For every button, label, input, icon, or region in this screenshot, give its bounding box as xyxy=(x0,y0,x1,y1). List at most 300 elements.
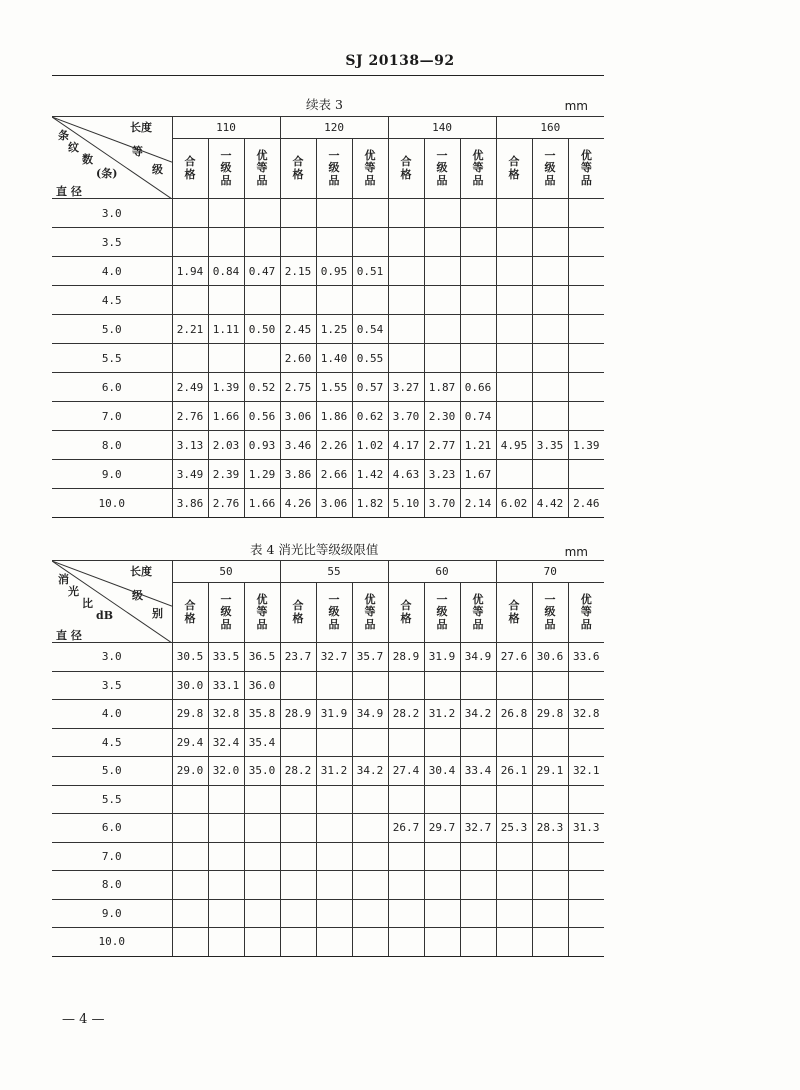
value-cell: 3.06 xyxy=(316,489,352,518)
value-cell xyxy=(568,402,604,431)
length-header: 60 xyxy=(388,561,496,583)
value-cell xyxy=(568,871,604,900)
value-cell xyxy=(568,842,604,871)
grade-char: 合 xyxy=(400,154,412,168)
value-cell: 2.76 xyxy=(208,489,244,518)
value-cell xyxy=(316,199,352,228)
diameter-cell: 3.5 xyxy=(52,228,172,257)
value-cell xyxy=(532,402,568,431)
value-cell xyxy=(280,728,316,757)
length-header: 110 xyxy=(172,117,280,139)
grade-header xyxy=(172,139,208,199)
diameter-cell: 3.5 xyxy=(52,671,172,700)
corner-label-mid2: 光 xyxy=(68,585,79,598)
corner-label-sub: dB xyxy=(96,609,113,622)
value-cell xyxy=(388,728,424,757)
value-cell xyxy=(172,871,208,900)
value-cell xyxy=(388,315,424,344)
value-cell: 31.2 xyxy=(316,757,352,786)
table-row xyxy=(52,402,604,431)
grade-char: 品 xyxy=(328,617,340,631)
grade-char: 级 xyxy=(544,161,556,175)
value-cell: 3.86 xyxy=(172,489,208,518)
grade-char: 优 xyxy=(580,148,592,162)
value-cell xyxy=(280,871,316,900)
grade-char: 格 xyxy=(292,167,304,181)
table3 xyxy=(52,116,604,518)
corner-label-bottom: 直 径 xyxy=(56,629,82,642)
value-cell: 30.5 xyxy=(172,643,208,672)
value-cell xyxy=(244,344,280,373)
value-cell xyxy=(352,871,388,900)
value-cell xyxy=(424,671,460,700)
value-cell: 2.03 xyxy=(208,431,244,460)
value-cell xyxy=(172,785,208,814)
value-cell: 2.45 xyxy=(280,315,316,344)
value-cell: 4.17 xyxy=(388,431,424,460)
corner-label-top: 长度 xyxy=(130,565,152,578)
diameter-cell: 7.0 xyxy=(52,842,172,871)
grade-char: 格 xyxy=(400,167,412,181)
value-cell: 1.11 xyxy=(208,315,244,344)
value-cell xyxy=(460,842,496,871)
value-cell: 28.3 xyxy=(532,814,568,843)
corner-label-mid3: 比 xyxy=(82,597,93,610)
value-cell xyxy=(208,871,244,900)
value-cell xyxy=(388,899,424,928)
value-cell: 0.47 xyxy=(244,257,280,286)
value-cell: 1.25 xyxy=(316,315,352,344)
grade-header xyxy=(460,139,496,199)
diameter-cell: 9.0 xyxy=(52,899,172,928)
value-cell xyxy=(280,899,316,928)
value-cell: 0.50 xyxy=(244,315,280,344)
value-cell: 31.9 xyxy=(424,643,460,672)
corner-header-cell xyxy=(52,117,172,199)
grade-char: 优 xyxy=(256,148,268,162)
value-cell xyxy=(532,373,568,402)
value-cell xyxy=(424,728,460,757)
value-cell: 0.51 xyxy=(352,257,388,286)
grade-char: 格 xyxy=(184,167,196,181)
grade-char: 等 xyxy=(364,161,376,175)
diameter-cell: 8.0 xyxy=(52,431,172,460)
value-cell: 34.9 xyxy=(352,700,388,729)
value-cell xyxy=(388,785,424,814)
value-cell xyxy=(460,671,496,700)
table-row xyxy=(52,871,604,900)
length-header: 70 xyxy=(496,561,604,583)
value-cell xyxy=(424,315,460,344)
grade-char: 品 xyxy=(436,617,448,631)
value-cell xyxy=(496,373,532,402)
corner-label-grade2: 别 xyxy=(152,607,163,620)
table-row xyxy=(52,899,604,928)
grade-header xyxy=(244,583,280,643)
value-cell xyxy=(280,814,316,843)
diameter-cell: 10.0 xyxy=(52,928,172,957)
value-cell xyxy=(568,460,604,489)
value-cell: 0.56 xyxy=(244,402,280,431)
value-cell xyxy=(280,785,316,814)
value-cell xyxy=(172,814,208,843)
value-cell xyxy=(532,228,568,257)
value-cell xyxy=(388,671,424,700)
grade-char: 级 xyxy=(328,605,340,619)
value-cell: 2.49 xyxy=(172,373,208,402)
value-cell: 3.86 xyxy=(280,460,316,489)
value-cell: 32.0 xyxy=(208,757,244,786)
diameter-cell: 6.0 xyxy=(52,814,172,843)
grade-char: 格 xyxy=(184,611,196,625)
value-cell xyxy=(460,286,496,315)
value-cell: 0.55 xyxy=(352,344,388,373)
value-cell: 29.1 xyxy=(532,757,568,786)
grade-header xyxy=(316,139,352,199)
value-cell: 0.52 xyxy=(244,373,280,402)
value-cell xyxy=(244,814,280,843)
value-cell: 35.4 xyxy=(244,728,280,757)
value-cell: 1.86 xyxy=(316,402,352,431)
value-cell xyxy=(172,899,208,928)
value-cell: 26.1 xyxy=(496,757,532,786)
value-cell xyxy=(496,257,532,286)
value-cell: 32.7 xyxy=(316,643,352,672)
value-cell xyxy=(424,785,460,814)
value-cell xyxy=(244,286,280,315)
value-cell xyxy=(316,814,352,843)
value-cell xyxy=(280,842,316,871)
grade-char: 品 xyxy=(436,173,448,187)
value-cell: 0.62 xyxy=(352,402,388,431)
value-cell xyxy=(352,842,388,871)
value-cell xyxy=(568,286,604,315)
value-cell xyxy=(208,228,244,257)
table-row xyxy=(52,842,604,871)
value-cell xyxy=(388,871,424,900)
value-cell: 30.6 xyxy=(532,643,568,672)
diameter-cell: 3.0 xyxy=(52,199,172,228)
value-cell xyxy=(532,728,568,757)
table-row xyxy=(52,460,604,489)
grade-char: 等 xyxy=(580,161,592,175)
value-cell: 1.02 xyxy=(352,431,388,460)
value-cell: 28.9 xyxy=(388,643,424,672)
grade-char: 级 xyxy=(436,605,448,619)
diameter-cell: 5.0 xyxy=(52,315,172,344)
table-row xyxy=(52,373,604,402)
value-cell: 1.82 xyxy=(352,489,388,518)
value-cell: 0.57 xyxy=(352,373,388,402)
value-cell: 36.5 xyxy=(244,643,280,672)
grade-header xyxy=(316,583,352,643)
value-cell xyxy=(496,899,532,928)
value-cell xyxy=(568,315,604,344)
value-cell xyxy=(496,286,532,315)
value-cell xyxy=(172,199,208,228)
value-cell: 1.94 xyxy=(172,257,208,286)
value-cell xyxy=(208,814,244,843)
grade-char: 合 xyxy=(184,154,196,168)
value-cell: 3.49 xyxy=(172,460,208,489)
table-row xyxy=(52,431,604,460)
value-cell: 3.35 xyxy=(532,431,568,460)
grade-char: 品 xyxy=(256,173,268,187)
value-cell: 2.60 xyxy=(280,344,316,373)
value-cell: 2.14 xyxy=(460,489,496,518)
value-cell xyxy=(460,785,496,814)
diameter-cell: 10.0 xyxy=(52,489,172,518)
value-cell: 3.27 xyxy=(388,373,424,402)
value-cell xyxy=(388,286,424,315)
value-cell xyxy=(388,928,424,957)
table-row xyxy=(52,814,604,843)
value-cell xyxy=(568,257,604,286)
grade-header xyxy=(532,583,568,643)
value-cell xyxy=(352,671,388,700)
value-cell: 3.06 xyxy=(280,402,316,431)
corner-label-top: 长度 xyxy=(130,121,152,134)
value-cell xyxy=(532,871,568,900)
value-cell: 34.2 xyxy=(460,700,496,729)
grade-header xyxy=(496,139,532,199)
grade-char: 格 xyxy=(508,611,520,625)
grade-header xyxy=(424,583,460,643)
grade-char: 级 xyxy=(220,161,232,175)
grade-char: 等 xyxy=(364,605,376,619)
table-row xyxy=(52,344,604,373)
grade-char: 级 xyxy=(328,161,340,175)
value-cell xyxy=(388,199,424,228)
value-cell xyxy=(316,842,352,871)
grade-char: 等 xyxy=(472,161,484,175)
value-cell: 0.93 xyxy=(244,431,280,460)
grade-char: 级 xyxy=(220,605,232,619)
diameter-cell: 8.0 xyxy=(52,871,172,900)
value-cell xyxy=(352,199,388,228)
table3-unit: mm xyxy=(564,99,588,113)
value-cell xyxy=(316,228,352,257)
grade-char: 优 xyxy=(364,148,376,162)
value-cell xyxy=(208,199,244,228)
grade-char: 品 xyxy=(472,617,484,631)
value-cell: 29.8 xyxy=(532,700,568,729)
table-row xyxy=(52,228,604,257)
value-cell xyxy=(172,842,208,871)
corner-label-sub: (条) xyxy=(96,167,118,180)
grade-header xyxy=(568,583,604,643)
value-cell: 28.2 xyxy=(280,757,316,786)
grade-char: 品 xyxy=(580,617,592,631)
grade-header xyxy=(424,139,460,199)
value-cell xyxy=(424,871,460,900)
value-cell xyxy=(460,899,496,928)
grade-header xyxy=(568,139,604,199)
value-cell: 33.5 xyxy=(208,643,244,672)
value-cell xyxy=(172,928,208,957)
value-cell xyxy=(316,928,352,957)
grade-header xyxy=(244,139,280,199)
grade-char: 一 xyxy=(436,592,448,606)
value-cell: 33.6 xyxy=(568,643,604,672)
value-cell: 6.02 xyxy=(496,489,532,518)
value-cell xyxy=(460,228,496,257)
value-cell xyxy=(496,460,532,489)
grade-header xyxy=(280,583,316,643)
grade-char: 一 xyxy=(544,592,556,606)
value-cell xyxy=(352,286,388,315)
value-cell xyxy=(496,671,532,700)
grade-char: 等 xyxy=(472,605,484,619)
value-cell xyxy=(208,286,244,315)
table-row xyxy=(52,671,604,700)
corner-label-grade1: 等 xyxy=(132,145,143,158)
value-cell: 34.9 xyxy=(460,643,496,672)
grade-char: 等 xyxy=(256,605,268,619)
value-cell: 30.0 xyxy=(172,671,208,700)
diameter-cell: 9.0 xyxy=(52,460,172,489)
grade-header xyxy=(496,583,532,643)
value-cell: 4.95 xyxy=(496,431,532,460)
value-cell: 4.63 xyxy=(388,460,424,489)
value-cell: 5.10 xyxy=(388,489,424,518)
table-row xyxy=(52,315,604,344)
table-row xyxy=(52,757,604,786)
value-cell: 3.70 xyxy=(424,489,460,518)
value-cell: 27.6 xyxy=(496,643,532,672)
diameter-cell: 4.0 xyxy=(52,700,172,729)
corner-label-mid1: 条 xyxy=(58,129,69,142)
corner-label-mid2: 纹 xyxy=(68,141,79,154)
value-cell: 2.39 xyxy=(208,460,244,489)
grade-char: 合 xyxy=(508,598,520,612)
grade-header xyxy=(460,583,496,643)
value-cell: 29.7 xyxy=(424,814,460,843)
grade-header xyxy=(532,139,568,199)
value-cell: 31.2 xyxy=(424,700,460,729)
value-cell xyxy=(532,928,568,957)
value-cell xyxy=(208,928,244,957)
value-cell: 2.30 xyxy=(424,402,460,431)
value-cell xyxy=(316,871,352,900)
value-cell: 27.4 xyxy=(388,757,424,786)
grade-char: 合 xyxy=(292,598,304,612)
value-cell: 1.29 xyxy=(244,460,280,489)
value-cell xyxy=(568,785,604,814)
value-cell: 29.0 xyxy=(172,757,208,786)
grade-char: 一 xyxy=(220,148,232,162)
table-row xyxy=(52,700,604,729)
grade-header xyxy=(352,139,388,199)
value-cell xyxy=(424,344,460,373)
diameter-cell: 4.0 xyxy=(52,257,172,286)
value-cell: 2.26 xyxy=(316,431,352,460)
value-cell: 2.75 xyxy=(280,373,316,402)
value-cell xyxy=(424,286,460,315)
value-cell: 2.21 xyxy=(172,315,208,344)
grade-char: 合 xyxy=(508,154,520,168)
value-cell: 1.39 xyxy=(208,373,244,402)
page-number: — 4 — xyxy=(62,1012,105,1027)
grade-char: 一 xyxy=(220,592,232,606)
value-cell xyxy=(280,199,316,228)
table-row xyxy=(52,728,604,757)
diameter-cell: 5.5 xyxy=(52,344,172,373)
corner-label-mid1: 消 xyxy=(58,573,69,586)
value-cell: 35.0 xyxy=(244,757,280,786)
value-cell xyxy=(496,928,532,957)
grade-header xyxy=(208,583,244,643)
value-cell xyxy=(532,344,568,373)
value-cell xyxy=(352,785,388,814)
value-cell: 29.4 xyxy=(172,728,208,757)
value-cell xyxy=(568,199,604,228)
value-cell xyxy=(316,728,352,757)
document-code: SJ 20138—92 xyxy=(345,53,455,69)
value-cell xyxy=(424,199,460,228)
value-cell: 32.8 xyxy=(568,700,604,729)
value-cell xyxy=(424,842,460,871)
value-cell xyxy=(352,728,388,757)
value-cell xyxy=(460,199,496,228)
grade-char: 品 xyxy=(544,173,556,187)
diameter-cell: 3.0 xyxy=(52,643,172,672)
value-cell: 30.4 xyxy=(424,757,460,786)
value-cell xyxy=(568,728,604,757)
grade-char: 合 xyxy=(292,154,304,168)
value-cell xyxy=(460,257,496,286)
value-cell xyxy=(460,728,496,757)
value-cell xyxy=(532,257,568,286)
table-row xyxy=(52,643,604,672)
value-cell xyxy=(460,871,496,900)
value-cell: 32.8 xyxy=(208,700,244,729)
header-rule xyxy=(52,75,604,76)
grade-header xyxy=(388,583,424,643)
grade-char: 级 xyxy=(436,161,448,175)
diameter-cell: 6.0 xyxy=(52,373,172,402)
value-cell: 3.13 xyxy=(172,431,208,460)
value-cell xyxy=(172,286,208,315)
value-cell xyxy=(352,899,388,928)
grade-char: 等 xyxy=(256,161,268,175)
grade-char: 品 xyxy=(544,617,556,631)
value-cell xyxy=(316,671,352,700)
value-cell xyxy=(388,257,424,286)
value-cell: 1.55 xyxy=(316,373,352,402)
value-cell xyxy=(388,344,424,373)
value-cell: 0.74 xyxy=(460,402,496,431)
value-cell xyxy=(532,199,568,228)
value-cell xyxy=(496,199,532,228)
corner-label-grade1: 级 xyxy=(132,589,143,602)
value-cell xyxy=(316,785,352,814)
grade-char: 优 xyxy=(580,592,592,606)
value-cell xyxy=(280,286,316,315)
value-cell: 23.7 xyxy=(280,643,316,672)
value-cell xyxy=(244,928,280,957)
value-cell xyxy=(244,785,280,814)
grade-header xyxy=(388,139,424,199)
value-cell: 1.66 xyxy=(244,489,280,518)
value-cell: 32.1 xyxy=(568,757,604,786)
table-row xyxy=(52,257,604,286)
value-cell: 1.21 xyxy=(460,431,496,460)
value-cell: 32.7 xyxy=(460,814,496,843)
value-cell xyxy=(460,928,496,957)
grade-char: 优 xyxy=(364,592,376,606)
value-cell xyxy=(496,728,532,757)
